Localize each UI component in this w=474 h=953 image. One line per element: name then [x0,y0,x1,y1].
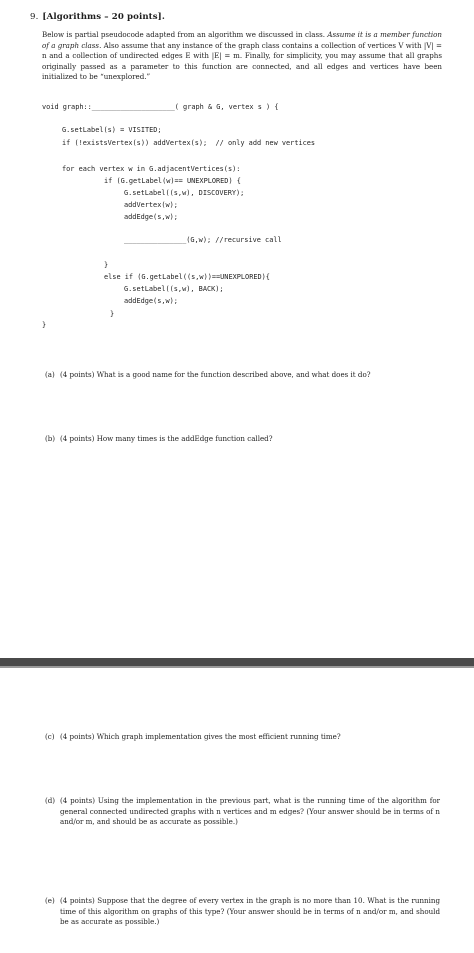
page-divider [0,658,474,666]
code-line: addEdge(s,w); [124,213,178,221]
question-text: (4 points) How many times is the addEdge function called? [60,434,273,443]
code-line: G.setLabel(s) = VISITED; [62,126,162,134]
code-line: } [110,310,115,318]
intro-sentence-3: Finally, for simplicity, you may assume that all graphs originally passed as a parameter to this function are connected, and all edges and vertices have been initialized to be “unexplored.” [42,51,442,82]
code-line: if (!existsVertex(s)) addVertex(s); // only add new vertices [62,139,316,147]
question-label: (a) [45,370,55,379]
code-signature: void graph::____________________( graph & G, vertex s ) { [42,103,279,111]
intro-sentence-1: Below is partial pseudocode adapted from an algorithm we discussed in class. [42,30,325,39]
problem-title: [Algorithms – 20 points]. [42,12,165,22]
code-line: else if (G.getLabel((s,w))==UNEXPLORED){ [104,273,270,281]
question-label: (e) [45,896,55,905]
code-line: G.setLabel((s,w), DISCOVERY); [124,189,245,197]
page-divider-shadow [0,666,474,668]
intro-sentence-2: Also assume that any instance of the graph class contains a collection of vertices V with |V| = n and a collection of undirected edges E with |E| = m. [42,40,442,61]
code-closing-brace: } [42,321,47,329]
question-label: (d) [45,796,56,805]
code-line: } [104,261,109,269]
question-label: (b) [45,434,56,443]
problem-intro [42,30,442,83]
intro-assumption: Assume it is a member function of a graph class. [42,30,442,50]
code-line: if (G.getLabel(w)== UNEXPLORED) { [104,177,241,185]
problem-number: 9. [30,12,39,22]
question-text: (4 points) What is a good name for the function described above, and what does it do? [60,370,371,379]
code-line: _______________(G,w); //recursive call [124,236,282,244]
code-line: for each vertex w in G.adjacentVertices(s): [62,165,241,173]
code-line: addEdge(s,w); [124,297,178,305]
code-line: G.setLabel((s,w), BACK); [124,285,224,293]
problem-header [30,12,165,22]
question-text: (4 points) Suppose that the degree of every vertex in the graph is no more than 10. What is the running time of this algorithm on graphs of this type? (Your answer should be in terms of n and/or m, and should be as accurate as possible.) [60,896,440,927]
question-text: (4 points) Which graph implementation gives the most efficient running time? [60,732,341,741]
question-label: (c) [45,732,55,741]
code-line: addVertex(w); [124,201,178,209]
question-text: (4 points) Using the implementation in the previous part, what is the running time of the algorithm for general connected undirected graphs with n vertices and m edges? (Your answer should be in terms of n and/or m, and should be as accurate as possible.) [60,796,440,827]
